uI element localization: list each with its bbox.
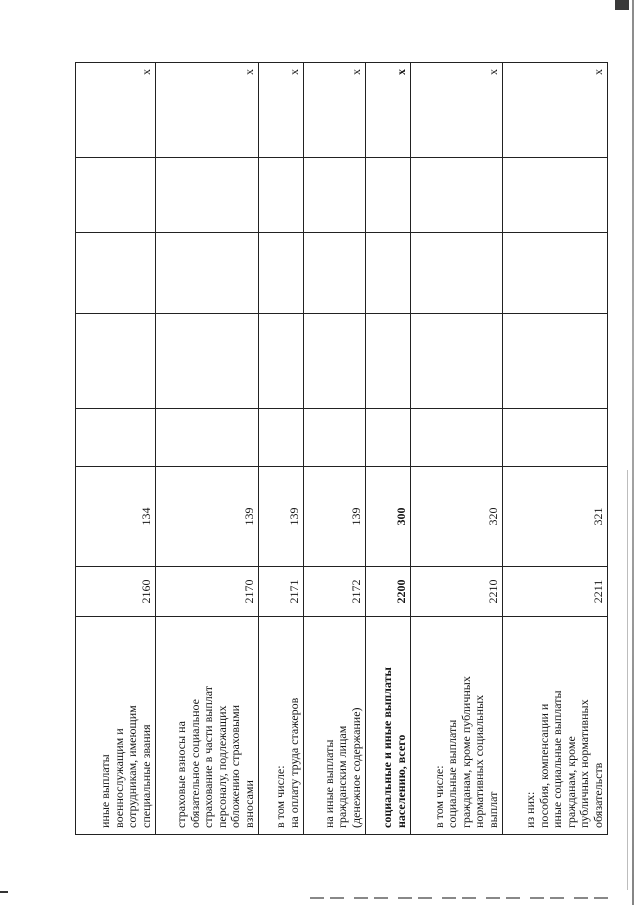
empty-cell: [411, 233, 503, 314]
empty-cell: [259, 233, 304, 314]
empty-cell: [503, 158, 608, 233]
row-code: 2172: [304, 567, 366, 617]
empty-cell: [259, 158, 304, 233]
expense-table: [75, 62, 608, 835]
row-name: иные выплаты военнослужащим и сотрудникам, имеющим специальные звания: [76, 617, 156, 835]
row-mark: x: [366, 63, 411, 158]
row-code: 2160: [76, 567, 156, 617]
rotated-table: [75, 69, 605, 835]
empty-cell: [76, 233, 156, 314]
scan-mark-top: [615, 0, 629, 10]
empty-cell: [304, 409, 366, 467]
empty-cell: [304, 233, 366, 314]
row-mark: x: [76, 63, 156, 158]
row-mark: x: [503, 63, 608, 158]
row-mark: x: [156, 63, 259, 158]
table-row: [411, 63, 503, 835]
empty-cell: [76, 314, 156, 409]
empty-cell: [411, 409, 503, 467]
row-name: на иные выплаты гражданским лицам (денежное содержание): [304, 617, 366, 835]
scan-edge: [632, 0, 634, 905]
row-code: 2170: [156, 567, 259, 617]
scan-dash-bottom: [310, 897, 610, 899]
row-kbk: 139: [304, 467, 366, 567]
empty-cell: [366, 158, 411, 233]
empty-cell: [76, 158, 156, 233]
empty-cell: [156, 409, 259, 467]
empty-cell: [304, 158, 366, 233]
row-name: из них: пособия, компенсации и иные социальные выплаты гражданам, кроме публичных нормативных обязательств: [503, 617, 608, 835]
row-kbk: 139: [156, 467, 259, 567]
table-row-total: [366, 63, 411, 835]
table-row: [76, 63, 156, 835]
empty-cell: [503, 233, 608, 314]
row-code: 2211: [503, 567, 608, 617]
table-row: [156, 63, 259, 835]
empty-cell: [156, 233, 259, 314]
row-kbk: 320: [411, 467, 503, 567]
table-row: [304, 63, 366, 835]
row-kbk: 139: [259, 467, 304, 567]
row-mark: x: [259, 63, 304, 158]
table-row: [503, 63, 608, 835]
table-row: [259, 63, 304, 835]
scan-mark-bottom: [0, 891, 8, 893]
row-kbk: 134: [76, 467, 156, 567]
empty-cell: [503, 314, 608, 409]
empty-cell: [304, 314, 366, 409]
scan-edge-inner: [627, 470, 628, 890]
row-name: в том числе: на оплату труда стажеров: [259, 617, 304, 835]
row-kbk: 300: [366, 467, 411, 567]
empty-cell: [503, 409, 608, 467]
empty-cell: [411, 158, 503, 233]
row-mark: x: [411, 63, 503, 158]
rotated-table-container: [75, 69, 605, 835]
empty-cell: [366, 314, 411, 409]
empty-cell: [366, 409, 411, 467]
row-code: 2200: [366, 567, 411, 617]
empty-cell: [156, 158, 259, 233]
empty-cell: [259, 409, 304, 467]
row-code: 2171: [259, 567, 304, 617]
row-name: в том числе: социальные выплаты гражданам, кроме публичных нормативных социальных выплат: [411, 617, 503, 835]
empty-cell: [411, 314, 503, 409]
row-name: страховые взносы на обязательное социальное страхование в части выплат персоналу, подлежащих обложению страховыми взносами: [156, 617, 259, 835]
empty-cell: [366, 233, 411, 314]
row-code: 2210: [411, 567, 503, 617]
row-kbk: 321: [503, 467, 608, 567]
empty-cell: [156, 314, 259, 409]
row-mark: x: [304, 63, 366, 158]
empty-cell: [259, 314, 304, 409]
empty-cell: [76, 409, 156, 467]
row-name: социальные и иные выплаты населению, всего: [366, 617, 411, 835]
